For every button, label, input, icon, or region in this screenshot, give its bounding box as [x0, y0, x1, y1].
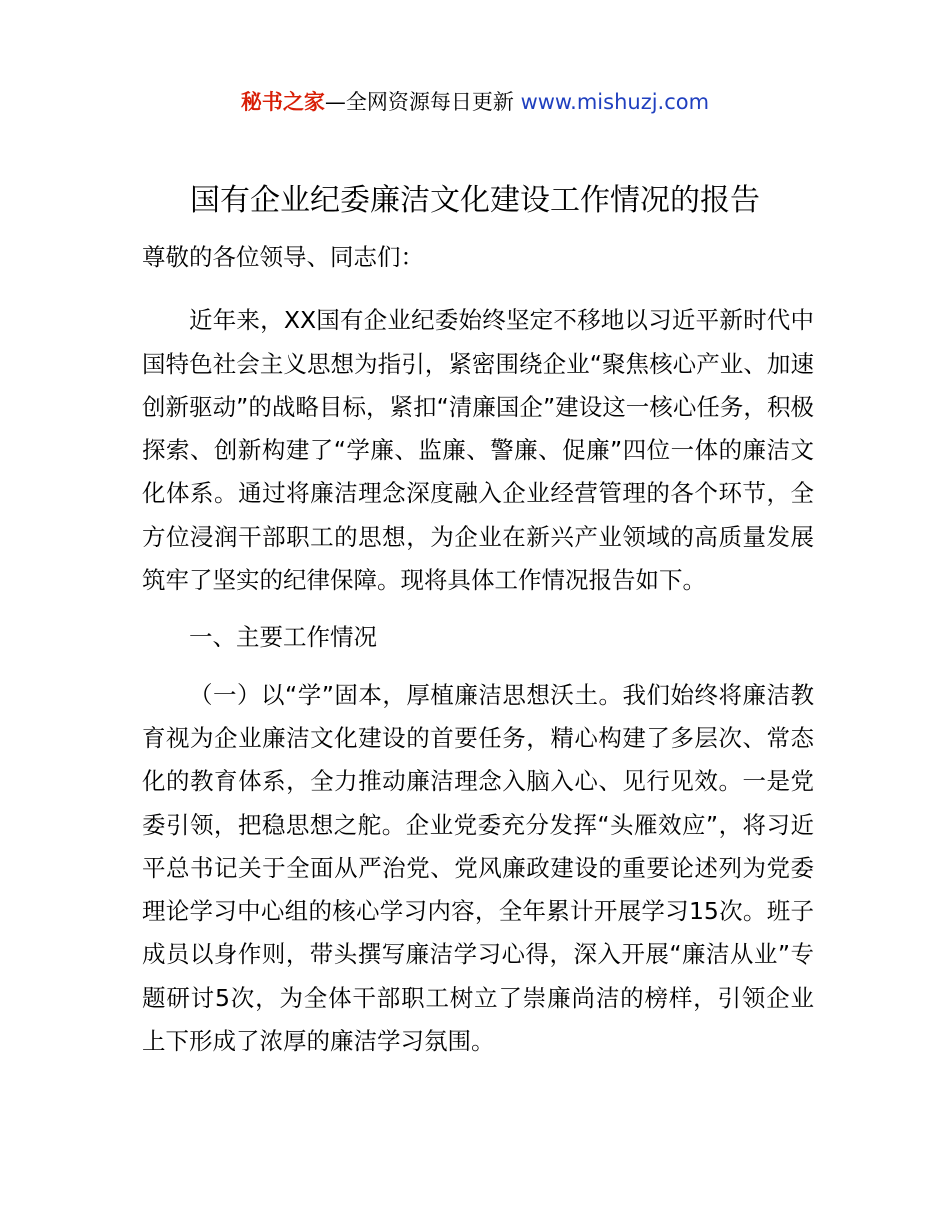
- site-header: [0, 86, 950, 118]
- site-tagline: —全网资源每日更新: [324, 90, 514, 114]
- body-paragraph: （一）以“学”固本，厚植廉洁思想沃土。我们始终将廉洁教育视为企业廉洁文化建设的首要任务，精心构建了多层次、常态化的教育体系，全力推动廉洁理念入脑入心、见行见效。一是党委引领，把稳思想之舵。企业党委充分发挥“头雁效应”，将习近平总书记关于全面从严治党、党风廉政建设的重要论述列为党委理论学习中心组的核心学习内容，全年累计开展学习15次。班子成员以身作则，带头撰写廉洁学习心得，深入开展“廉洁从业”专题研讨5次，为全体干部职工树立了崇廉尚洁的榜样，引领企业上下形成了浓厚的廉洁学习氛围。: [142, 680, 814, 1056]
- salutation: 尊敬的各位领导、同志们：: [142, 243, 424, 271]
- document-body: [142, 236, 814, 1063]
- site-url-link[interactable]: www.mishuzj.com: [520, 90, 710, 114]
- section-heading: 一、主要工作情况: [189, 623, 377, 652]
- document-title: 国有企业纪委廉洁文化建设工作情况的报告: [190, 183, 760, 218]
- intro-paragraph: 近年来，XX国有企业纪委始终坚定不移地以习近平新时代中国特色社会主义思想为指引，紧密围绕企业“聚焦核心产业、加速创新驱动”的战略目标，紧扣“清廉国企”建设这一核心任务，积极探索、创新构建了“学廉、监廉、警廉、促廉”四位一体的廉洁文化体系。通过将廉洁理念深度融入企业经营管理的各个环节，全方位浸润干部职工的思想，为企业在新兴产业领域的高质量发展筑牢了坚实的纪律保障。现将具体工作情况报告如下。: [142, 306, 814, 595]
- site-name: 秘书之家: [240, 90, 325, 114]
